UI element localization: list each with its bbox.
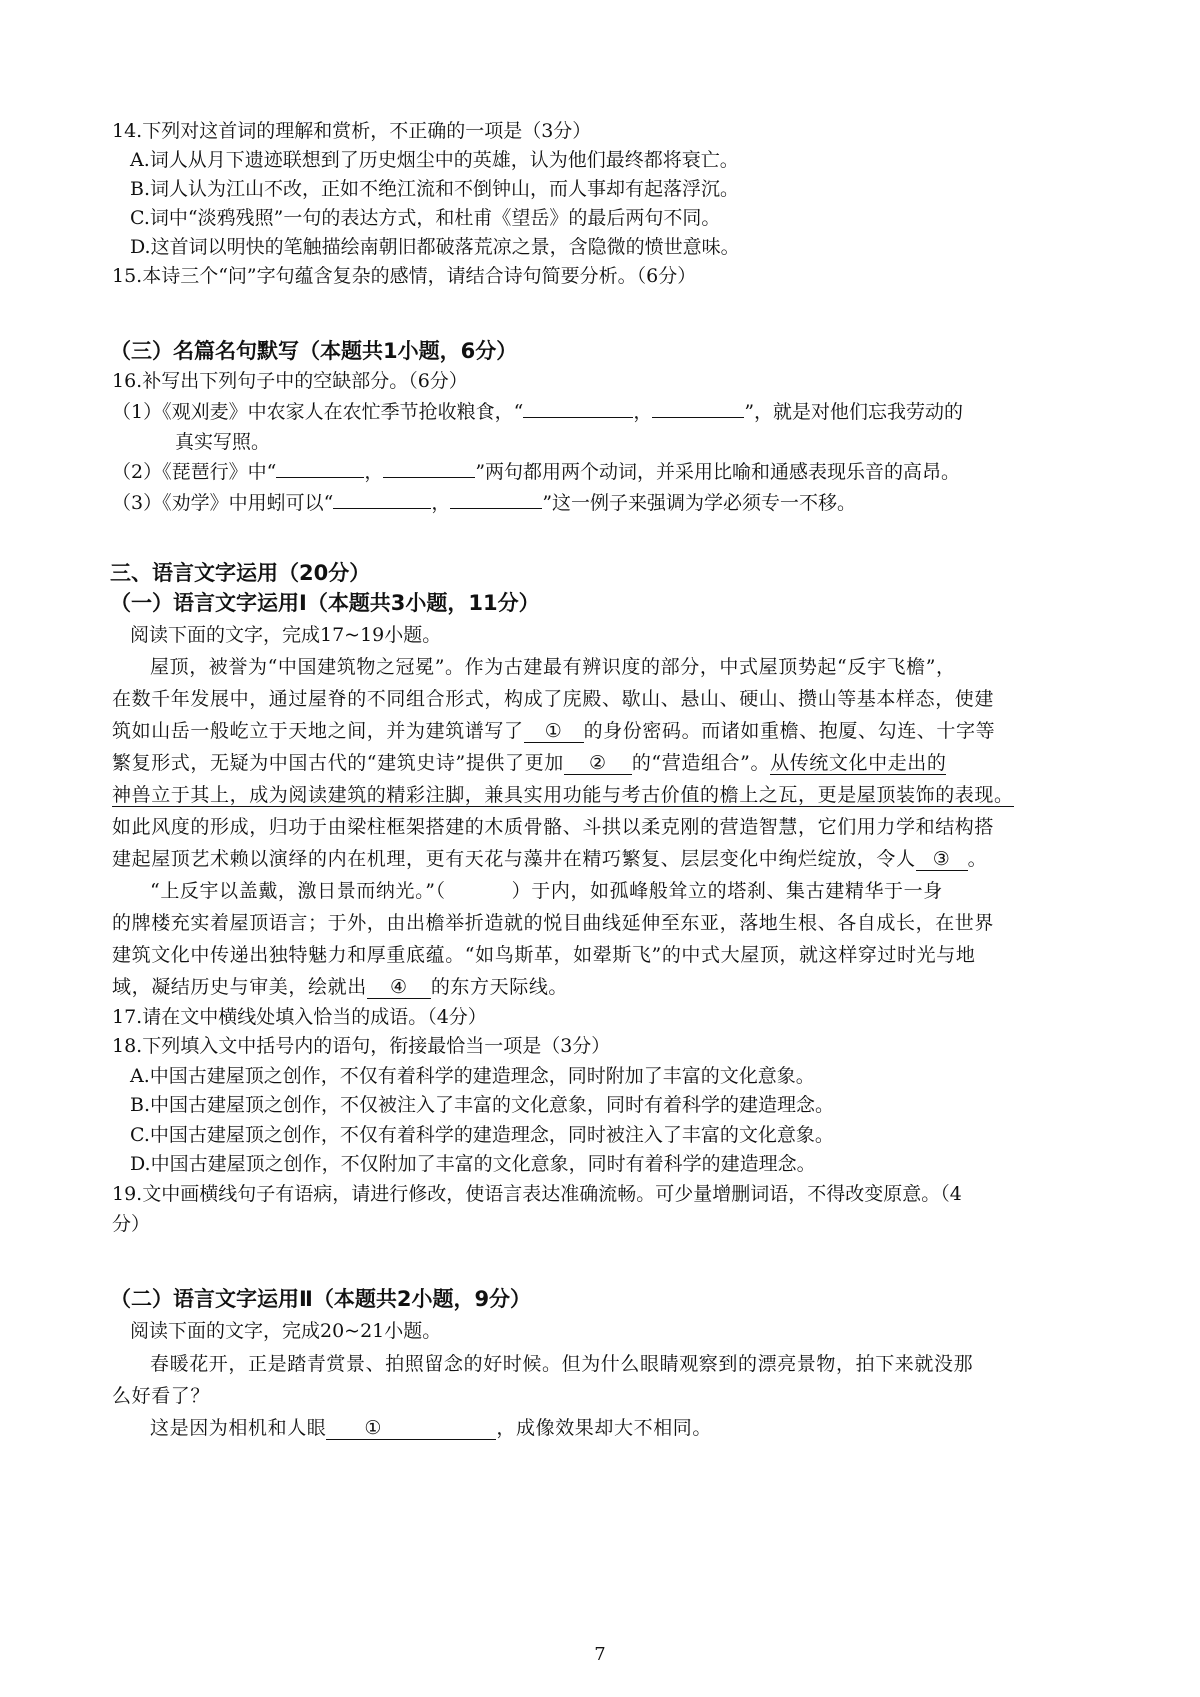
lang-1-p1-line2: 在数千年发展中，通过屋脊的不同组合形式，构成了庑殿、歇山、悬山、硬山、攒山等基本样态，使建 <box>112 688 995 710</box>
q18-option-d: D.中国古建屋顶之创作，不仅附加了丰富的文化意象，同时有着科学的建造理念。 <box>130 1153 816 1175</box>
q14-option-c: C.词中“淡鸦残照”一句的表达方式，和杜甫《望岳》的最后两句不同。 <box>130 207 721 229</box>
lang-1-p2-line4: 域，凝结历史与审美，绘就出 ④ 的东方天际线。 <box>112 976 569 998</box>
q14-stem: 14.下列对这首词的理解和赏析，不正确的一项是（3分） <box>112 120 592 142</box>
lang-1-p1-line1: 屋顶，被誉为“中国建筑物之冠冕”。作为古建最有辨识度的部分，中式屋顶势起“反宇飞檐”， <box>150 656 956 678</box>
q18-option-c: C.中国古建屋顶之创作，不仅有着科学的建造理念，同时被注入了丰富的文化意象。 <box>130 1124 834 1146</box>
q19-stem-line2: 分） <box>112 1213 151 1235</box>
lang-1-p1-line4: 繁复形式，无疑为中国古代的“建筑史诗”提供了更加 ② 的“营造组合”。从传统文化中走出的 <box>112 752 947 774</box>
q19-stem-line1: 19.文中画横线句子有语病，请进行修改，使语言表达准确流畅。可少量增删词语，不得改变原意。（4 <box>112 1183 962 1205</box>
q16-item-1: （1）《观刈麦》中农家人在农忙季节抢收粮食，“ ， ”，就是对他们忘我劳动的 <box>112 397 963 427</box>
lang-1-p2-line2: 的牌楼充实着屋顶语言；于外，由出檐举折造就的悦目曲线延伸至东亚，落地生根、各自成长，在世界 <box>112 912 995 934</box>
q14-option-b: B.词人认为江山不改，正如不绝江流和不倒钟山，而人事却有起落浮沉。 <box>130 178 740 200</box>
lang-1-intro: 阅读下面的文字，完成17~19小题。 <box>130 624 442 646</box>
lang-2-p1-line1: 春暖花开，正是踏青赏景、拍照留念的好时候。但为什么眼睛观察到的漂亮景物，拍下来就没那 <box>150 1353 974 1375</box>
q18-stem: 18.下列填入文中括号内的语句，衔接最恰当一项是（3分） <box>112 1035 611 1057</box>
lang-2-heading: （二）语言文字运用Ⅱ（本题共2小题，9分） <box>110 1287 532 1311</box>
lang-1-p1-line5 <box>112 779 1090 811</box>
blank-3: ③ <box>916 848 968 871</box>
lang-1-p1-line3: 筑如山岳一般屹立于天地之间，并为建筑谱写了 ① 的身份密码。而诸如重檐、抱厦、勾连、十字等 <box>112 720 996 742</box>
q18-option-b: B.中国古建屋顶之创作，不仅被注入了丰富的文化意象，同时有着科学的建造理念。 <box>130 1094 835 1116</box>
section-3-heading: （三）名篇名句默写（本题共1小题，6分） <box>110 339 518 363</box>
lang-2-blank-1: ① <box>326 1417 496 1440</box>
blank-1: ① <box>524 720 584 743</box>
underlined-sentence-start: 从传统文化中走出的 <box>770 752 947 774</box>
page-number: 7 <box>594 1644 606 1665</box>
q16-item-3: （3）《劝学》中用蚓可以“ ， ”这一例子来强调为学必须专一不移。 <box>112 488 856 518</box>
lang-1-p1-line6: 如此风度的形成，归功于由梁柱框架搭建的木质骨骼、斗拱以柔克刚的营造智慧，它们用力学和结构搭 <box>112 816 995 838</box>
lang-1-p1-line7: 建起屋顶艺术赖以演绎的内在机理，更有天花与藻井在精巧繁复、层层变化中绚烂绽放，令人 ③ 。 <box>112 848 988 870</box>
lang-1-heading: （一）语言文字运用Ⅰ（本题共3小题，11分） <box>110 591 540 615</box>
blank-4: ④ <box>367 976 431 999</box>
lang-2-p1-line2: 么好看了？ <box>112 1385 211 1407</box>
q17-stem: 17.请在文中横线处填入恰当的成语。（4分） <box>112 1006 487 1028</box>
lang-2-intro: 阅读下面的文字，完成20~21小题。 <box>130 1320 442 1342</box>
lang-2-p2: 这是因为相机和人眼 ① ，成像效果却大不相同。 <box>150 1417 713 1439</box>
blank-2: ② <box>564 752 632 775</box>
q18-option-a: A.中国古建屋顶之创作，不仅有着科学的建造理念，同时附加了丰富的文化意象。 <box>130 1065 815 1087</box>
lang-1-p2-line3: 建筑文化中传递出独特魅力和厚重底蕴。“如鸟斯革，如翚斯飞”的中式大屋顶，就这样穿过时光与地 <box>112 944 976 966</box>
underlined-sentence-end: 神兽立于其上，成为阅读建筑的精彩注脚，兼具实用功能与考古价值的檐上之瓦，更是屋顶装饰的表现。 <box>112 784 1014 806</box>
q16-stem: 16.补写出下列句子中的空缺部分。（6分） <box>112 370 468 392</box>
q16-item-1-cont: 真实写照。 <box>175 431 271 453</box>
part-3-heading: 三、语言文字运用（20分） <box>110 561 371 585</box>
q14-option-a: A.词人从月下遗迹联想到了历史烟尘中的英雄，认为他们最终都将衰亡。 <box>130 149 739 171</box>
q14-option-d: D.这首词以明快的笔触描绘南朝旧都破落荒凉之景，含隐微的愤世意味。 <box>130 236 740 258</box>
q16-item-2: （2）《琵琶行》中“ ， ”两句都用两个动词，并采用比喻和通感表现乐音的高昂。 <box>112 457 960 487</box>
q15-stem: 15.本诗三个“问”字句蕴含复杂的感情，请结合诗句简要分析。（6分） <box>112 265 697 287</box>
lang-1-p2-line1: “上反宇以盖戴，激日景而纳光。”（ ）于内，如孤峰般耸立的塔刹、集古建精华于一身 <box>150 880 943 902</box>
